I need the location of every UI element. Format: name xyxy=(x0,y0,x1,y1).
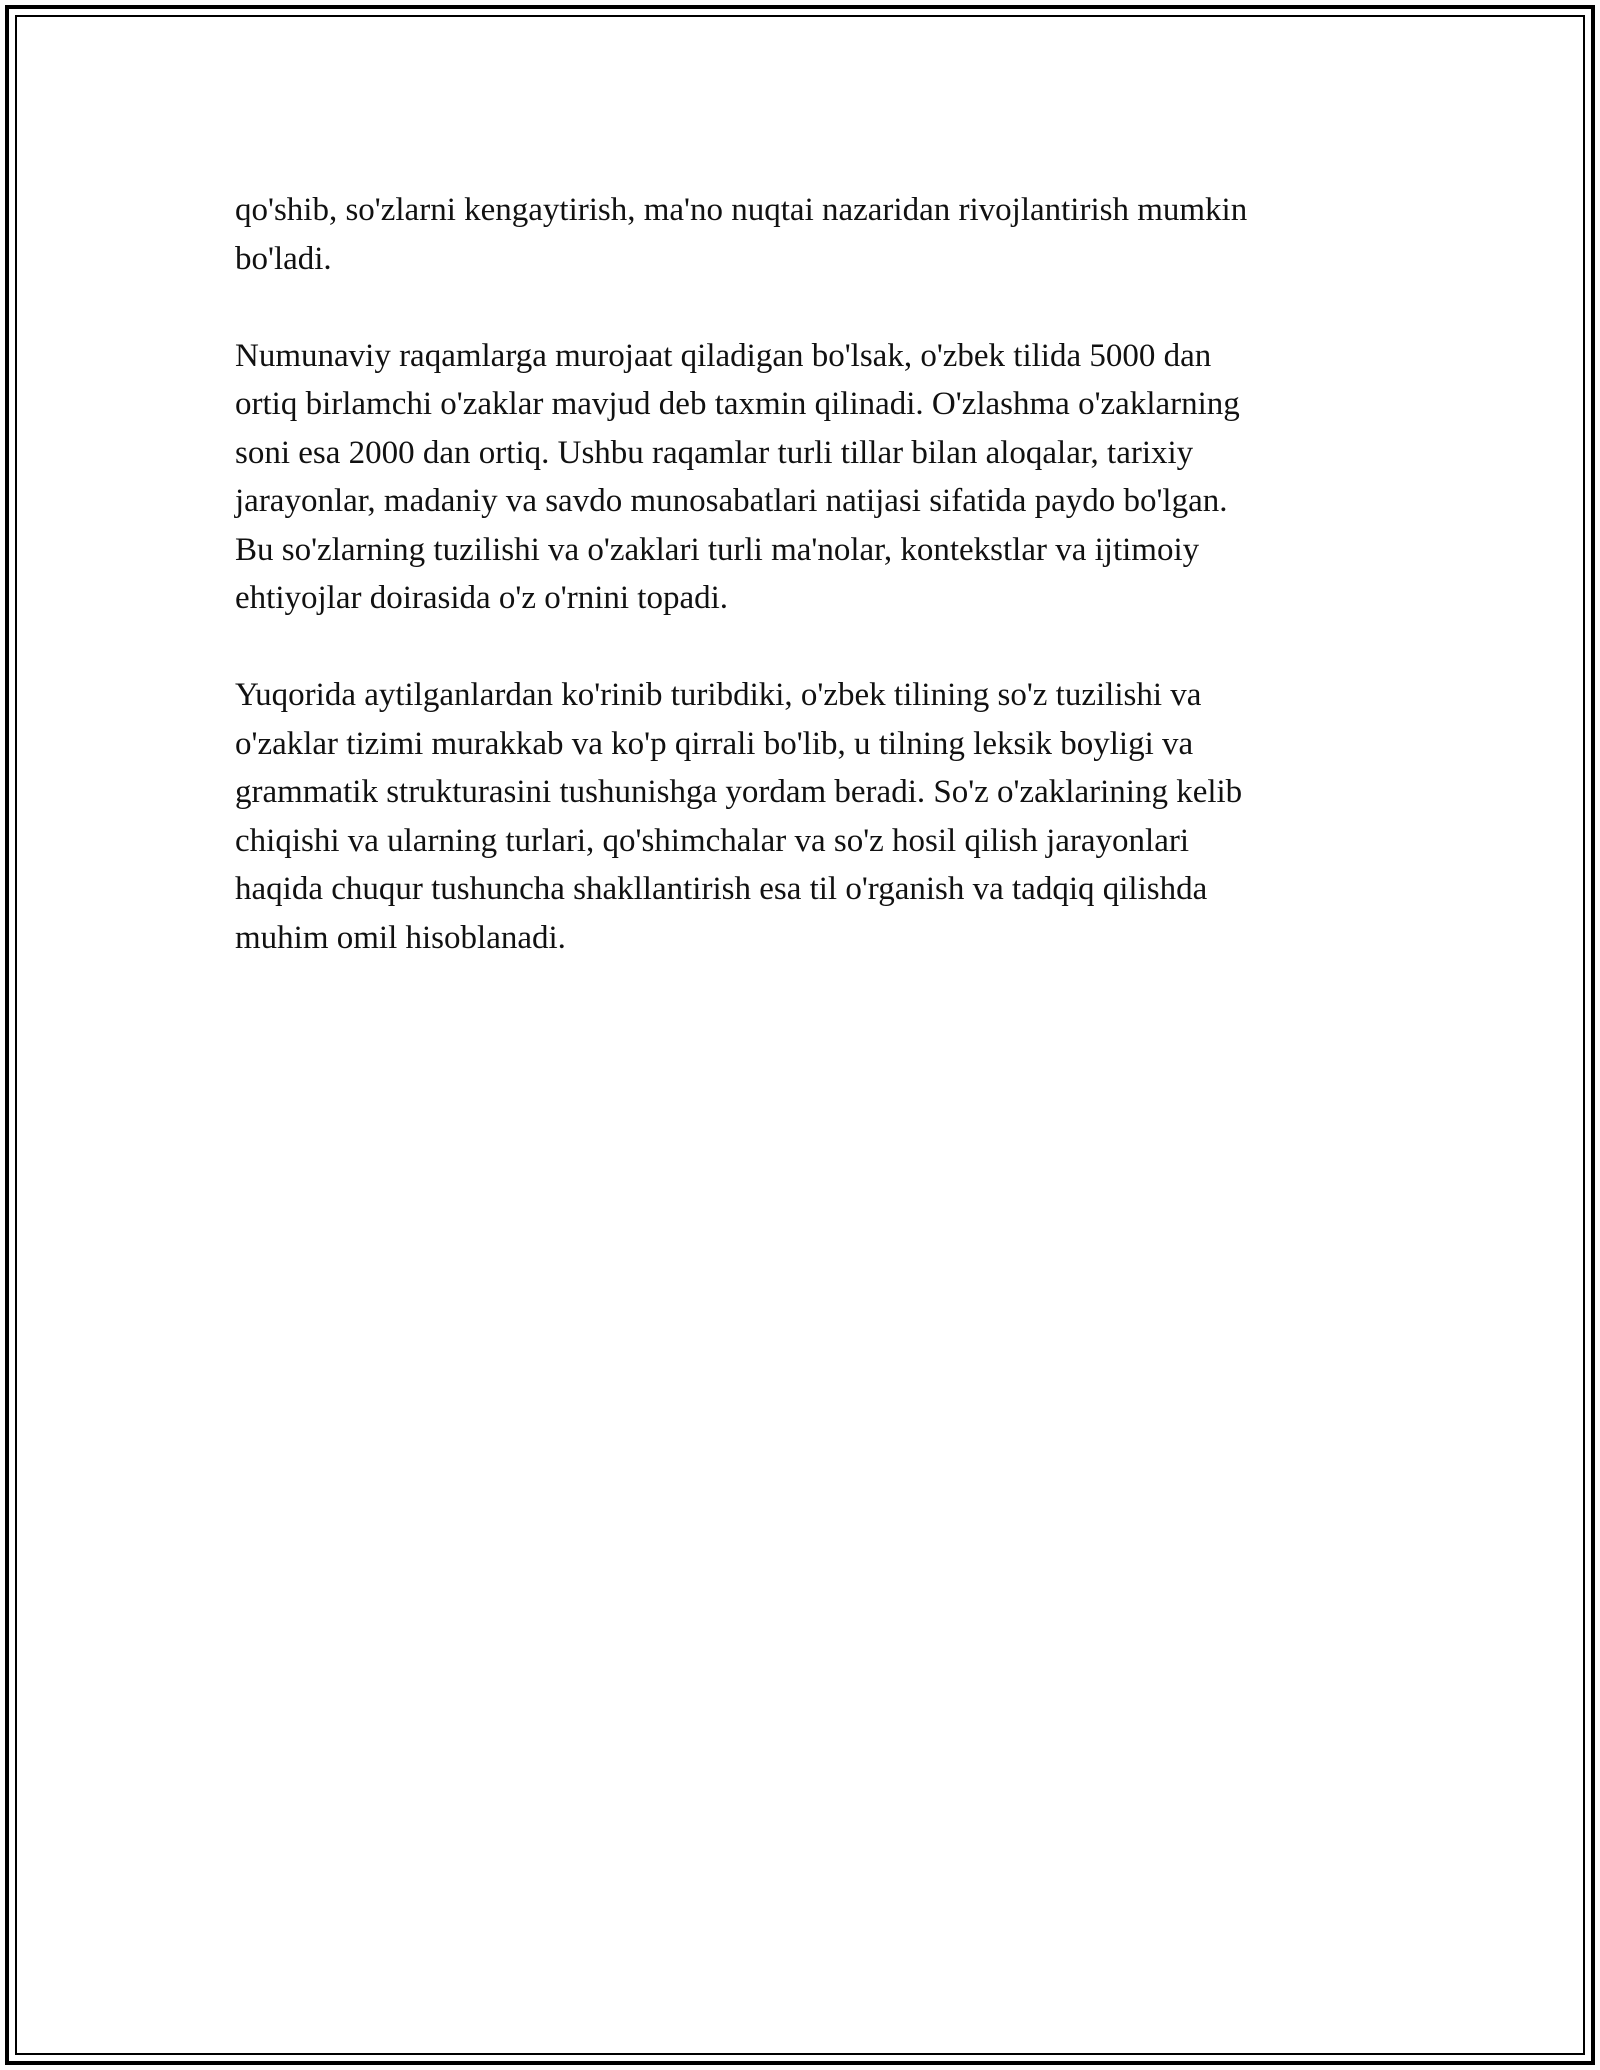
paragraph-1: qo'shib, so'zlarni kengaytirish, ma'no nuqtai nazaridan rivojlantirish mumkin bo'ladi. xyxy=(235,192,1248,277)
paragraph-3: Yuqorida aytilganlardan ko'rinib turibdiki, o'zbek tilining so'z tuzilishi va o'zaklar tizimi murakkab va ko'p qirrali bo'lib, u tilning leksik boyligi va grammatik strukturasini tushunishga yordam beradi. So'z o'zaklarining kelib chiqishi va ularning turlari, qo'shimchalar va so'z hosil qilish jarayonlari haqida chuqur tushuncha shakllantirish esa til o'rganish va tadqiq qilishda muhim omil hisoblanadi. xyxy=(235,677,1243,956)
paragraph-2: Numunaviy raqamlarga murojaat qiladigan bo'lsak, o'zbek tilida 5000 dan ortiq birlamchi o'zaklar mavjud deb taxmin qilinadi. O'zlashma o'zaklarning soni esa 2000 dan ortiq. Ushbu raqamlar turli tillar bilan aloqalar, tarixiy jarayonlar, madaniy va savdo munosabatlari natijasi sifatida paydo bo'lgan. Bu so'zlarning tuzilishi va o'zaklari turli ma'nolar, kontekstlar va ijtimoiy ehtiyojlar doirasida o'z o'rnini topadi. xyxy=(235,337,1240,616)
document-body xyxy=(235,186,1375,1011)
